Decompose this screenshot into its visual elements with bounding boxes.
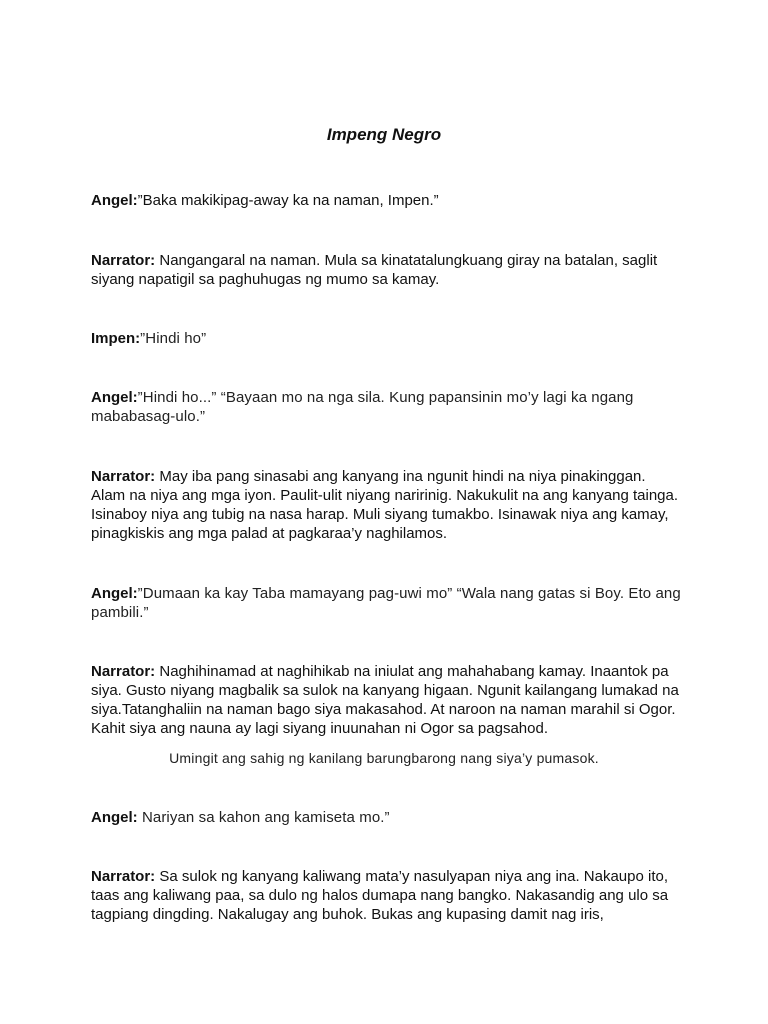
speaker-label: Impen: [91, 330, 141, 347]
document-title: Impeng Negro [326, 125, 442, 144]
dialogue-paragraph [91, 808, 681, 827]
speaker-label: Narrator: [91, 663, 156, 680]
paragraph-text: ”Hindi ho...” “Bayaan mo na nga sila. Kung papansinin mo’y lagi ka ngang mababasag-ulo.” [91, 389, 634, 425]
speaker-label: Narrator: [91, 468, 156, 485]
speaker-label: Narrator: [91, 868, 156, 885]
dialogue-paragraph [91, 584, 681, 622]
speaker-label: Angel: [91, 585, 138, 602]
narration-paragraph [91, 251, 681, 289]
centered-narration-line: Umingit ang sahig ng kanilang barungbarong nang siya’y pumasok. [169, 750, 599, 766]
narration-paragraph [91, 867, 681, 924]
dialogue-paragraph [91, 329, 681, 348]
speaker-label: Angel: [91, 192, 138, 209]
paragraph-text: Nangangaral na naman. Mula sa kinatatalungkuang giray na batalan, saglit siyang napatigil sa paghuhugas ng mumo sa kamay. [91, 252, 658, 288]
paragraph-text: Naghihinamad at naghihikab na iniulat ang mahahabang kamay. Inaantok pa siya. Gusto niyang magbalik sa sulok na kanyang higaan. Ngunit kailangang lumakad na siya.Tatanghaliin na naman bago siya makasahod. At naroon na naman marahil si Ogor. Kahit siya ang nauna ay lagi siyang inuunahan ni Ogor sa pagsahod. [91, 663, 679, 737]
paragraph-text: Nariyan sa kahon ang kamiseta mo.” [137, 809, 390, 826]
paragraph-text: ”Baka makikipag-away ka na naman, Impen.” [137, 192, 439, 209]
narration-paragraph [91, 662, 681, 738]
paragraph-text: May iba pang sinasabi ang kanyang ina ngunit hindi na niya pinakinggan. Alam na niya ang mga iyon. Paulit-ulit niyang naririnig. Nakukulit na ang kanyang tainga. Isinaboy niya ang tubig na nasa harap. Muli siyang tumakbo. Isinawak niya ang kamay, pinagkiskis ang mga palad at pagkaraa’y naghilamos. [91, 468, 679, 542]
speaker-label: Angel: [91, 389, 138, 406]
speaker-label: Narrator: [91, 252, 156, 269]
paragraph-text: ”Dumaan ka kay Taba mamayang pag-uwi mo” “Wala nang gatas si Boy. Eto ang pambili.” [91, 585, 681, 621]
narration-paragraph [91, 467, 681, 543]
paragraph-text: ”Hindi ho” [140, 330, 207, 347]
paragraph-text: Sa sulok ng kanyang kaliwang mata’y nasulyapan niya ang ina. Nakaupo ito, taas ang kaliwang paa, sa dulo ng halos dumapa nang bangko. Nakasandig ang ulo sa tagpiang dingding. Nakalugay ang buhok. Bukas ang kupasing damit nag iris, [91, 868, 669, 923]
speaker-label: Angel: [91, 809, 138, 826]
dialogue-paragraph [91, 388, 681, 426]
dialogue-paragraph [91, 191, 681, 210]
